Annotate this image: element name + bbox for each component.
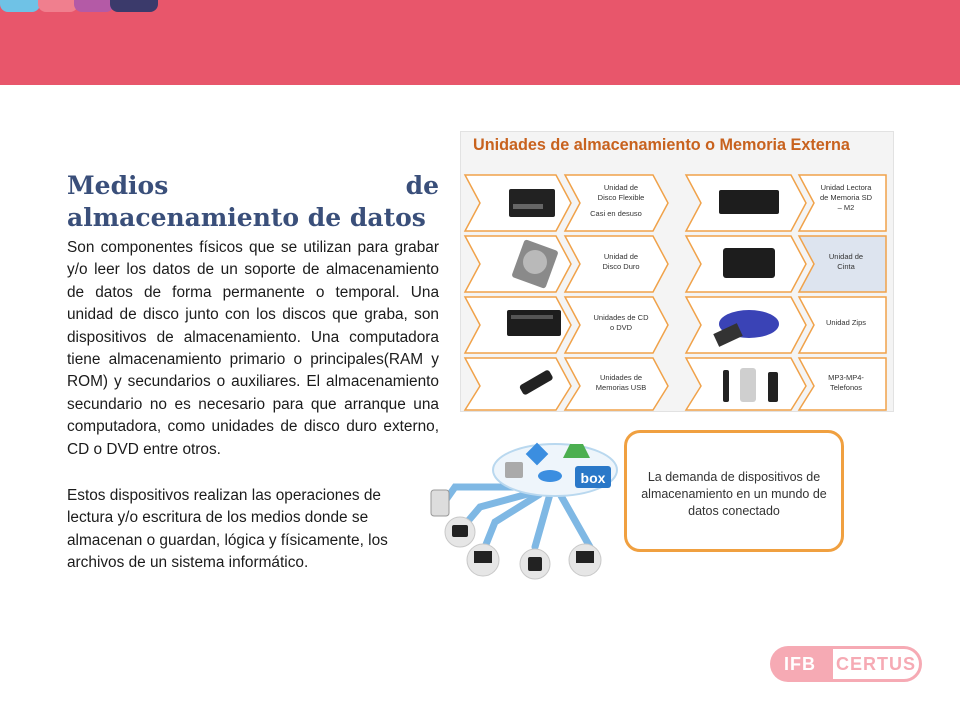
floppy-drive-icon <box>509 189 555 217</box>
label-tape-l1: Unidad de <box>828 252 864 261</box>
label-hdd-l2: Disco Duro <box>602 262 640 271</box>
accent-strip <box>0 0 160 12</box>
label-floppy-note: Casi en desuso <box>590 209 642 218</box>
cloud-network-diagram <box>425 432 625 582</box>
left-row-3 <box>465 297 668 353</box>
callout-box <box>624 430 844 552</box>
storage-units-diagram <box>461 132 895 413</box>
logo-right: CERTUS <box>830 646 922 682</box>
accent-pill-blue <box>0 0 40 12</box>
label-mp3-l2: Telefonos <box>829 383 863 392</box>
accent-pill-purple <box>74 0 114 12</box>
label-zip: Unidad Zips <box>825 318 867 327</box>
sd-reader-icon <box>719 190 779 214</box>
callout-text: La demanda de dispositivos de almacenamiento en un mundo de datos conectado <box>641 470 827 518</box>
mp3-player-icon <box>723 370 729 402</box>
label-floppy-l2: Disco Flexible <box>597 193 645 202</box>
slide-title: Medios de almacenamiento de datos <box>67 171 439 232</box>
label-usb-l1: Unidades de <box>599 373 643 382</box>
label-sd-l3: – M2 <box>837 203 855 212</box>
header-band <box>0 0 960 85</box>
label-cd-l1: Unidades de CD <box>593 313 649 322</box>
server-device-icon <box>431 490 449 516</box>
label-sd-l2: de Memoria SD <box>819 193 873 202</box>
box-label: box <box>580 470 606 486</box>
accent-pill-navy <box>110 0 158 12</box>
mp4-player-icon <box>740 368 756 402</box>
phone-icon <box>768 372 778 402</box>
onedrive-icon <box>538 470 562 482</box>
storage-units-figure <box>460 131 894 412</box>
accent-pill-pink <box>38 0 78 12</box>
label-floppy-l1: Unidad de <box>603 183 639 192</box>
label-usb-l2: Memorias USB <box>595 383 647 392</box>
tape-unit-icon <box>723 248 775 278</box>
label-tape-l2: Cinta <box>837 262 855 271</box>
ifb-certus-logo <box>770 646 922 682</box>
body-paragraph-2: Estos dispositivos realizan las operaciones de lectura y/o escritura de los medios donde se almacenan o guardan, lógica y físicamente, los archivos de un sistema informático. <box>67 487 388 572</box>
logo-left: IFB <box>770 646 830 682</box>
label-sd-l1: Unidad Lectora <box>820 183 872 192</box>
right-row-2 <box>686 236 886 292</box>
body-paragraph-1: Son componentes físicos que se utilizan para grabar y/o leer los datos de un soporte de almacenamiento de datos de forma permanente o temporal. Una unidad de disco junto con los discos que graba, son dispositivos de almacenamiento. Una computadora tiene almacenamiento primario o principales(RAM y ROM) y secundarios o auxiliares. El almacenamiento secundario no es necesario para que arranque una computadora, como unidades de disco duro externo, CD o DVD entre otros. <box>67 239 439 458</box>
label-cd-l2: o DVD <box>609 323 633 332</box>
label-hdd-l1: Unidad de <box>603 252 639 261</box>
network-link-laptop2 <box>560 494 590 547</box>
cloud-server-icon <box>505 462 523 478</box>
cd-dvd-drive-icon <box>507 310 561 336</box>
figure-title: Unidades de almacenamiento o Memoria Externa <box>473 136 850 154</box>
network-link-phone <box>535 494 550 547</box>
label-mp3-l1: MP3-MP4- <box>828 373 864 382</box>
